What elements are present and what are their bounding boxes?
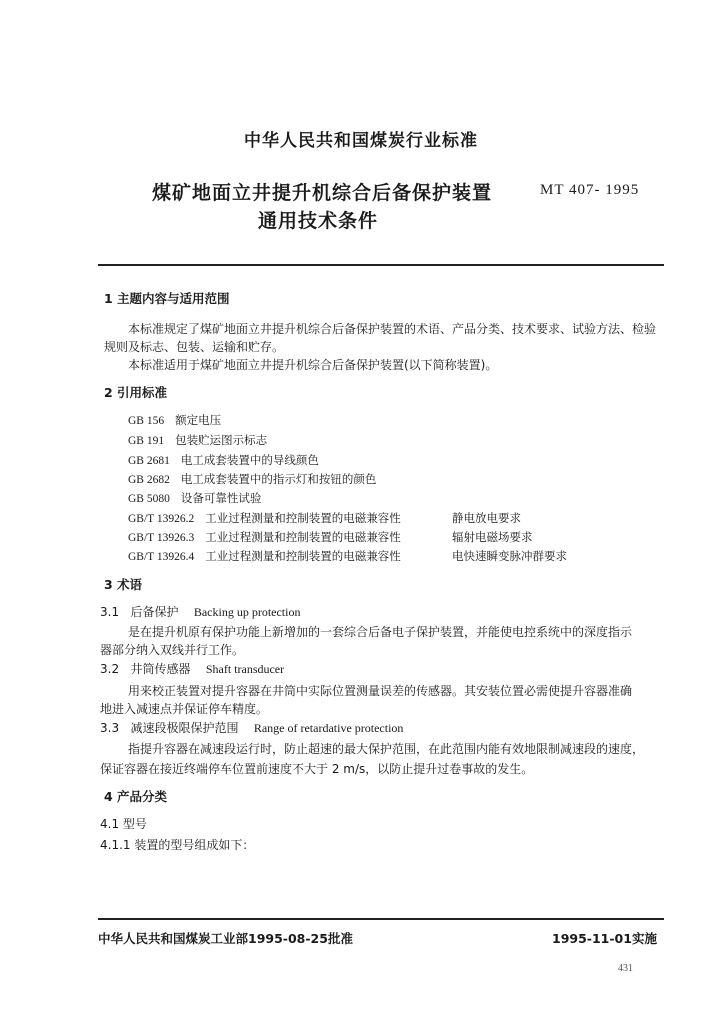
term-3-3-line1: 指提升容器在减速段运行时，防止超速的最大保护范围，在此范围内能有效地限制减速段的速度， [128,742,645,756]
term-3-2-heading [100,660,284,677]
reference-title: 工业过程测量和控制装置的电磁兼容性 [205,530,401,544]
header-divider [98,264,664,266]
document-title-line1: 煤矿地面立井提升机综合后备保护装置 [152,182,493,204]
term-cn: 后备保护 [130,605,179,619]
term-en: Range of retardative protection [253,721,404,735]
term-3-2-line2: 地进入减速点并保证停车精度。 [100,702,269,716]
term-cn: 井筒传感器 [130,662,191,676]
document-title-line2: 通用技术条件 [258,210,379,232]
reference-subtitle: 电快速瞬变脉冲群要求 [452,549,567,563]
subsection-4-1: 4.1 型号 [100,817,147,831]
term-number: 3.1 [100,605,120,619]
reference-code: GB/T 13926.2 [128,513,195,525]
term-3-2-line1: 用来校正装置对提升容器在井筒中实际位置测量误差的传感器。其安装位置必需使提升容器准确 [128,684,633,698]
reference-item [128,452,319,468]
term-en: Backing up protection [193,605,301,619]
reference-code: GB/T 13926.3 [128,532,195,544]
reference-subtitle: 辐射电磁场要求 [452,530,533,544]
reference-code: GB 156 [128,415,165,427]
standard-code: MT 407- 1995 [540,182,640,198]
reference-code: GB 2681 [128,455,170,467]
term-3-3-heading [100,719,403,736]
section-3-heading: 3 术语 [104,577,143,592]
term-3-1-heading [100,603,300,620]
section-1-para1-line2: 规则及标志、包装、运输和贮存。 [104,340,285,354]
term-number: 3.2 [100,662,120,676]
reference-title: 设备可靠性试验 [180,491,262,505]
reference-title: 额定电压 [175,413,222,427]
approval-notice: 中华人民共和国煤炭工业部1995-08-25批准 [98,931,353,946]
term-3-3-line2: 保证容器在接近终端停车位置前速度不大于 2 m/s，以防止提升过卷事故的发生。 [100,762,534,776]
reference-item [128,432,267,448]
reference-code: GB 2682 [128,474,170,486]
term-cn: 减速段极限保护范围 [130,721,239,735]
term-en: Shaft transducer [205,662,285,676]
effective-date: 1995-11-01实施 [552,931,657,946]
reference-item [128,471,376,487]
reference-item [128,548,401,564]
reference-title: 包装贮运图示标志 [175,433,268,447]
reference-item [128,490,261,506]
section-1-heading: 1 主题内容与适用范围 [104,291,230,306]
section-1-para1-line1: 本标准规定了煤矿地面立井提升机综合后备保护装置的术语、产品分类、技术要求、试验方法、检验 [128,322,657,336]
reference-title: 工业过程测量和控制装置的电磁兼容性 [205,511,401,525]
footer-divider [98,918,664,920]
term-3-1-line2: 器部分纳入双线并行工作。 [100,643,245,657]
term-3-1-line1: 是在提升机原有保护功能上新增加的一套综合后备电子保护装置，并能使电控系统中的深度指示 [128,625,633,639]
reference-subtitle: 静电放电要求 [452,511,521,525]
term-number: 3.3 [100,721,120,735]
reference-code: GB/T 13926.4 [128,551,195,563]
reference-item [128,529,401,545]
reference-title: 工业过程测量和控制装置的电磁兼容性 [205,549,401,563]
section-2-heading: 2 引用标准 [104,385,168,400]
page-number: 431 [618,963,633,974]
reference-item [128,510,401,526]
reference-title: 电工成套装置中的导线颜色 [180,453,319,467]
industry-standard-header: 中华人民共和国煤炭行业标准 [244,131,478,151]
section-1-para2: 本标准适用于煤矿地面立井提升机综合后备保护装置(以下简称装置)。 [128,358,498,372]
section-4-heading: 4 产品分类 [104,789,168,804]
subsection-4-1-1: 4.1.1 装置的型号组成如下： [100,838,255,852]
reference-item [128,412,221,428]
reference-code: GB 5080 [128,493,170,505]
reference-title: 电工成套装置中的指示灯和按钮的颜色 [180,472,377,486]
reference-code: GB 191 [128,435,165,447]
